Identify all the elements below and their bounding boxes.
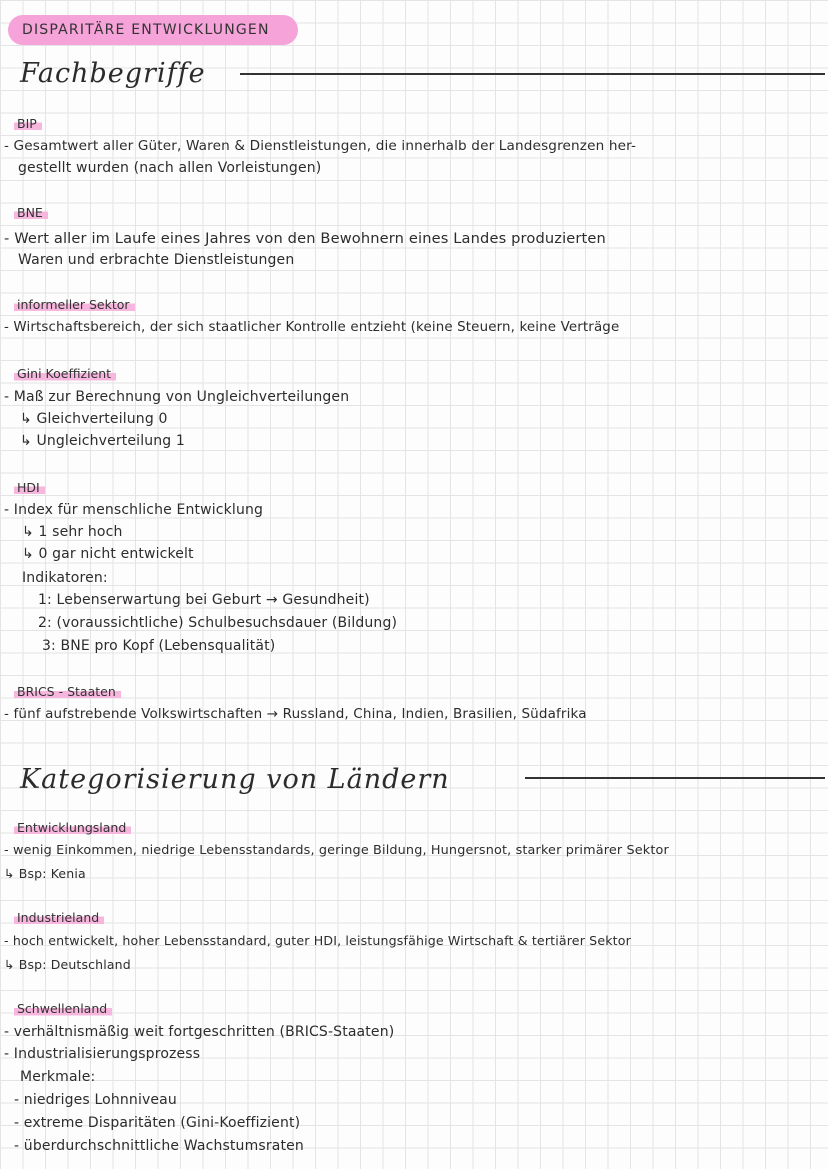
text-line: ↳ 1 sehr hoch [22, 524, 123, 540]
text-line: Waren und erbrachte Dienstleistungen [18, 252, 295, 268]
text-line: - Index für menschliche Entwicklung [4, 502, 264, 518]
page-title: DISPARITÄRE ENTWICKLUNGEN [22, 22, 270, 38]
text-line: ↳ Gleichverteilung 0 [20, 411, 168, 427]
text-line: ↳ 0 gar nicht entwickelt [22, 546, 194, 562]
term-informeller-sektor: informeller Sektor [14, 297, 135, 312]
term-brics-staaten: BRICS - Staaten [14, 684, 121, 699]
text-line: - hoch entwickelt, hoher Lebensstandard, guter HDI, leistungsfähige Wirtschaft & tertiärer Sektor [4, 933, 631, 948]
text-line: - Gesamtwert aller Güter, Waren & Dienstleistungen, die innerhalb der Landesgrenzen her- [4, 138, 637, 154]
title-banner [8, 15, 298, 45]
term-bip: BIP [14, 116, 42, 131]
term-industrieland: Industrieland [14, 910, 104, 925]
term-entwicklungsland: Entwicklungsland [14, 820, 131, 835]
text-line: 3: BNE pro Kopf (Lebensqualität) [42, 638, 276, 654]
text-line: 2: (voraussichtliche) Schulbesuchsdauer (Bildung) [38, 615, 398, 631]
text-line: 1: Lebenserwartung bei Geburt → Gesundheit) [38, 592, 370, 608]
text-line: - fünf aufstrebende Volkswirtschaften → Russland, China, Indien, Brasilien, Südafrika [4, 706, 587, 722]
text-line: ↳ Bsp: Deutschland [4, 957, 131, 972]
text-line: - Wirtschaftsbereich, der sich staatlicher Kontrolle entzieht (keine Steuern, keine Verträge [4, 320, 620, 335]
text-line: - Industrialisierungsprozess [4, 1046, 201, 1062]
text-line: Merkmale: [20, 1069, 96, 1085]
section-heading-fachbegriffe: Fachbegriffe [20, 58, 206, 89]
text-line: - wenig Einkommen, niedrige Lebensstandards, geringe Bildung, Hungersnot, starker primärer Sektor [4, 843, 669, 858]
text-line: ↳ Ungleichverteilung 1 [20, 433, 185, 449]
heading-rule [525, 777, 825, 779]
text-line: Indikatoren: [22, 570, 108, 586]
term-schwellenland: Schwellenland [14, 1001, 112, 1016]
text-line: - verhältnismäßig weit fortgeschritten (BRICS-Staaten) [4, 1024, 395, 1040]
text-line: - Maß zur Berechnung von Ungleichverteilungen [4, 389, 350, 405]
term-bne: BNE [14, 205, 48, 220]
text-line: - niedriges Lohnniveau [14, 1092, 177, 1108]
text-line: - Wert aller im Laufe eines Jahres von den Bewohnern eines Landes produzierten [4, 230, 606, 247]
text-line: gestellt wurden (nach allen Vorleistungen) [18, 160, 322, 176]
text-line: - überdurchschnittliche Wachstumsraten [14, 1138, 304, 1154]
section-heading-kategorisierung: Kategorisierung von Ländern [20, 764, 450, 795]
term-hdi: HDI [14, 480, 45, 495]
text-line: ↳ Bsp: Kenia [4, 866, 86, 881]
text-line: - extreme Disparitäten (Gini-Koeffizient) [14, 1115, 301, 1131]
term-gini-koeffizient: Gini Koeffizient [14, 366, 116, 381]
heading-rule [240, 73, 825, 75]
